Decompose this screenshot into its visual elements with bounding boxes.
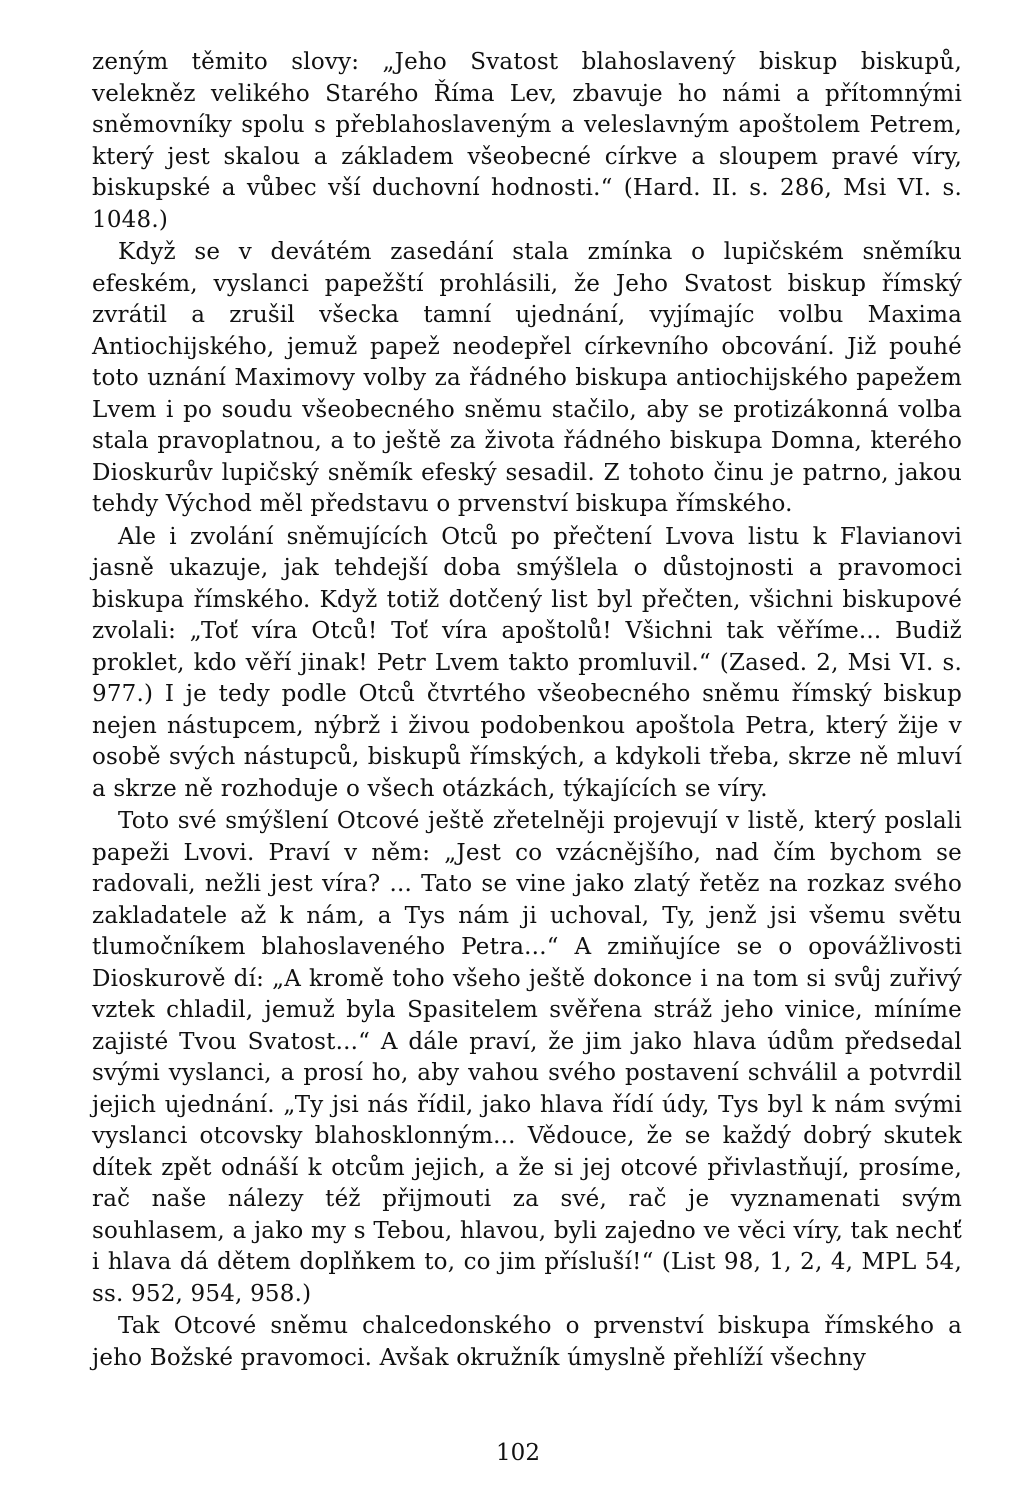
- page-number: 102: [496, 1440, 540, 1466]
- body-text: [92, 47, 962, 1374]
- paragraph: Ale i zvolání sněmujících Otců po přečtení Lvova listu k Flavianovi jasně ukazuje, jak tehdejší doba smýšlela o důstojnosti a pravomoci biskupa římského. Když totiž dotčený list byl přečten, všichni biskupové zvolali: „Toť víra Otců! Toť víra apoštolů! Všichni tak věříme... Budiž proklet, kdo věří jinak! Petr Lvem takto promluvil.“ (Zased. 2, Msi VI. s. 977.) I je tedy podle Otců čtvrtého všeobecného sněmu římský biskup nejen nástupcem, nýbrž i živou podobenkou apoštola Petra, který žije v osobě svých nástupců, biskupů římských, a kdykoli třeba, skrze ně mluví a skrze ně rozhoduje o všech otázkách, týkajících se víry.: [92, 523, 962, 802]
- paragraph: Když se v devátém zasedání stala zmínka o lupičském sněmíku efeském, vyslanci papežští prohlásili, že Jeho Svatost biskup římský zvrátil a zrušil všecka tamní ujednání, vyjímajíc volbu Maxima Antiochijského, jemuž papež neodepřel církevního obcování. Již pouhé toto uznání Maximovy volby za řádného biskupa antiochijského papežem Lvem i po soudu všeobecného sněmu stačilo, aby se protizákonná volba stala pravoplatnou, a to ještě za života řádného biskupa Domna, kterého Dioskurův lupičský sněmík efeský sesadil. Z tohoto činu je patrno, jakou tehdy Východ měl představu o prvenství biskupa římského.: [92, 239, 962, 517]
- paragraph: Toto své smýšlení Otcové ještě zřetelněji projevují v listě, který poslali papeži Lvovi. Praví v něm: „Jest co vzácnějšího, nad čím bychom se radovali, nežli jest víra? ... Tato se vine jako zlatý řetěz na rozkaz svého zakladatele až k nám, a Tys nám ji uchoval, Ty, jenž jsi všemu světu tlumočníkem blahoslaveného Petra...“ A zmiňujíce se o opovážlivosti Dioskurově dí: „A kromě toho všeho ještě dokonce i na tom si svůj zuřivý vztek chladil, jemuž byla Spasitelem svěřena stráž jeho vinice, míníme zajisté Tvou Svatost...“ A dále praví, že jim jako hlava údům předsedal svými vyslanci, a prosí ho, aby vahou svého postavení schválil a potvrdil jejich ujednání. „Ty jsi nás řídil, jako hlava řídí údy, Tys byl k nám svými vyslanci otcovsky blahosklonným... Vědouce, že se každý dobrý skutek dítek zpět odnáší k otcům jejich, a že si jej otcové přivlastňují, prosíme, rač naše nálezy též přijmouti za své, rač je vyznamenati svým souhlasem, a jako my s Tebou, hlavou, byli zajedno ve věci víry, tak nechť i hlava dá dětem doplňkem to, co jim přísluší!“ (List 98, 1, 2, 4, MPL 54, ss. 952, 954, 958.): [92, 808, 962, 1307]
- paragraph: Tak Otcové sněmu chalcedonského o prvenství biskupa římského a jeho Božské pravomoci. Avšak okružník úmyslně přehlíží všechny: [92, 1313, 962, 1371]
- paragraph-continuation: zeným těmito slovy: „Jeho Svatost blahoslavený biskup biskupů, velekněz velikého Starého Říma Lev, zbavuje ho námi a přítomnými sněmovníky spolu s přeblahoslaveným a veleslavným apoštolem Petrem, který jest skalou a základem všeobecné církve a sloupem pravé víry, biskupské a vůbec vší duchovní hodnosti.“ (Hard. II. s. 286, Msi VI. s. 1048.): [92, 49, 962, 233]
